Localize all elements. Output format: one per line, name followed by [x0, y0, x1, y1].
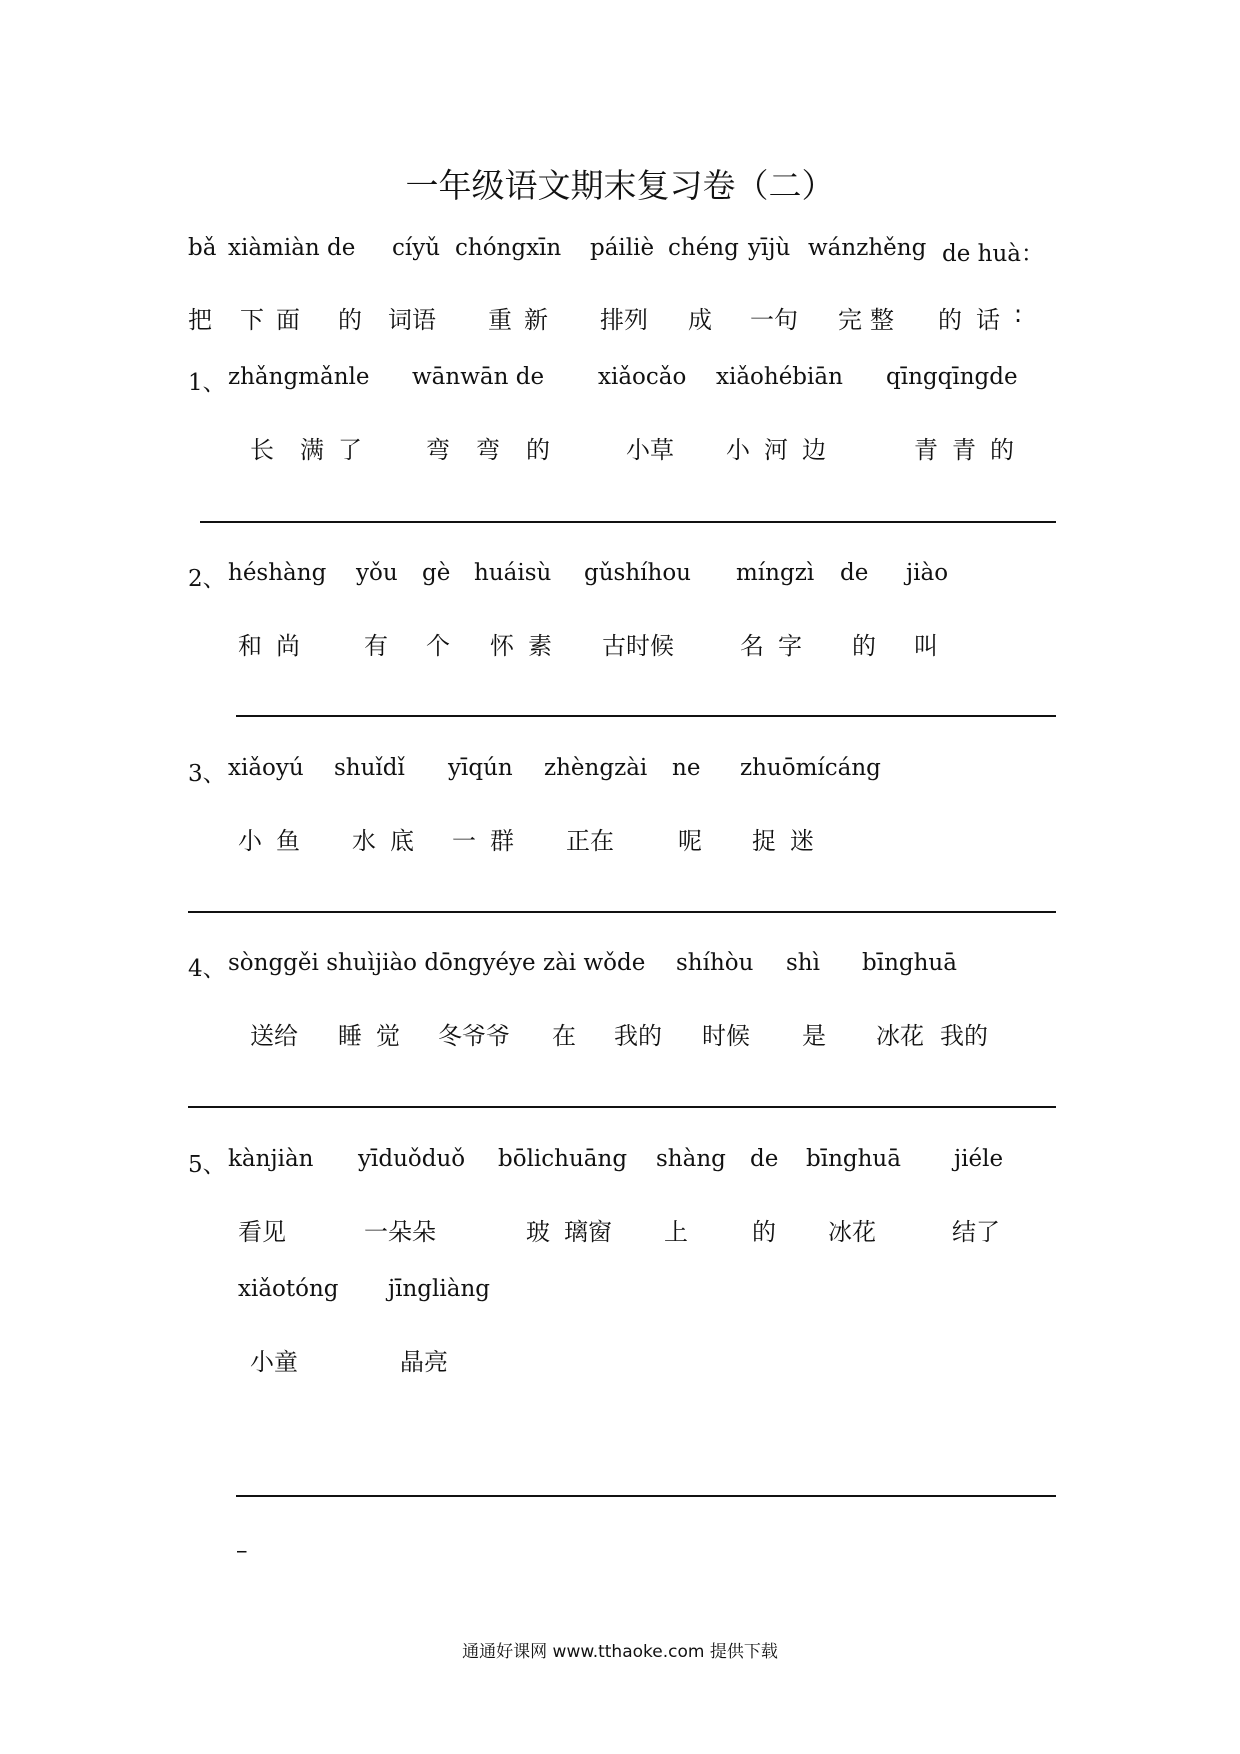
hanzi-word: 河 [764, 436, 788, 464]
hanzi-word: 完 [838, 306, 862, 334]
pinyin-word: jiào [906, 560, 949, 586]
hanzi-word: 的 [338, 306, 362, 334]
pinyin-word: kànjiàn [228, 1146, 314, 1172]
hanzi-word: 上 [664, 1218, 688, 1246]
page-title: 一年级语文期末复习卷（二） [405, 166, 835, 205]
pinyin-word: zhuōmícáng [740, 755, 881, 781]
hanzi-word: 面 [276, 306, 300, 334]
answer-line [200, 521, 1056, 523]
hanzi-word: 古时候 [602, 632, 674, 660]
hanzi-word: 名 [740, 632, 764, 660]
hanzi-word: 怀 [490, 632, 514, 660]
pinyin-word: bīnghuā [806, 1146, 901, 1172]
hanzi-word: 我的 [614, 1022, 662, 1050]
hanzi-word: 璃窗 [564, 1218, 612, 1246]
hanzi-word: 呢 [678, 827, 702, 855]
pinyin-word: yīqún [448, 755, 513, 781]
hanzi-word: 水 [352, 827, 376, 855]
pinyin-word: bīnghuā [862, 950, 957, 976]
hanzi-word: 边 [802, 436, 826, 464]
hanzi-word: 觉 [376, 1022, 400, 1050]
hanzi-word: 了 [338, 436, 362, 464]
hanzi-word: 的 [752, 1218, 776, 1246]
pinyin-word: shàng [656, 1146, 726, 1172]
hanzi-word: 在 [552, 1022, 576, 1050]
pinyin-word: de [750, 1146, 779, 1172]
hanzi-word: 的 [852, 632, 876, 660]
pinyin-word: xiǎotóng [238, 1276, 339, 1302]
hanzi-word: 看见 [238, 1218, 286, 1246]
footer-text: 通通好课网 www.tthaoke.com 提供下载 [462, 1642, 778, 1662]
hanzi-word: 新 [524, 306, 548, 334]
pinyin-word: xiǎocǎo [598, 364, 687, 390]
hanzi-word: 小草 [626, 436, 674, 464]
hanzi-word: 一句 [750, 306, 798, 334]
hanzi-word: 叫 [914, 632, 938, 660]
hanzi-word: 整 [870, 306, 894, 334]
pinyin-word: yījù [748, 235, 791, 261]
hanzi-word: 冬爷爷 [438, 1022, 510, 1050]
pinyin-word: bōlichuāng [498, 1146, 628, 1172]
hanzi-word: 鱼 [276, 827, 300, 855]
hanzi-word: 小童 [250, 1348, 298, 1376]
pinyin-word: cíyǔ [392, 235, 441, 261]
hanzi-word: 小 [238, 827, 262, 855]
hanzi-word: 素 [528, 632, 552, 660]
hanzi-word: 迷 [790, 827, 814, 855]
hanzi-word: 满 [300, 436, 324, 464]
pinyin-word: ne [672, 755, 701, 781]
hanzi-word: 冰花 [828, 1218, 876, 1246]
pinyin-word: gǔshíhou [584, 560, 691, 586]
hanzi-word: 是 [802, 1022, 826, 1050]
hanzi-word: 捉 [752, 827, 776, 855]
pinyin-word: míngzì [736, 560, 815, 586]
hanzi-word: 冰花 [876, 1022, 924, 1050]
pinyin-word: yǒu [356, 560, 398, 586]
pinyin-word: xiǎohébiān [716, 364, 843, 390]
hanzi-word: 词语 [388, 306, 436, 334]
pinyin-word: wánzhěng [808, 235, 927, 261]
hanzi-word: 底 [390, 827, 414, 855]
hanzi-word: 我的 [940, 1022, 988, 1050]
hanzi-word: 弯 [476, 436, 500, 464]
pinyin-word: qīngqīngde [886, 364, 1018, 390]
answer-line [236, 1495, 1056, 1497]
hanzi-word: 字 [778, 632, 802, 660]
hanzi-word: 正在 [566, 827, 614, 855]
question-number: 4、 [188, 956, 226, 982]
answer-line [188, 1106, 1056, 1108]
pinyin-word: shuǐdǐ [334, 755, 405, 781]
pinyin-word: páiliè [590, 235, 655, 261]
pinyin-word: bǎ [188, 235, 217, 261]
hanzi-word: 群 [490, 827, 514, 855]
pinyin-word: chéng [668, 235, 739, 261]
hanzi-word: 长 [250, 436, 274, 464]
hanzi-word: 下 [240, 306, 264, 334]
hanzi-word: 小 [726, 436, 750, 464]
pinyin-word: shíhòu [676, 950, 754, 976]
hanzi-word: 的 [990, 436, 1014, 464]
hanzi-word: 排列 [600, 306, 648, 334]
pinyin-word: héshàng [228, 560, 327, 586]
hanzi-word: 晶亮 [400, 1348, 448, 1376]
question-number: 3、 [188, 761, 226, 787]
hanzi-word: 一 [452, 827, 476, 855]
hanzi-word: 时候 [702, 1022, 750, 1050]
hanzi-word: 的 [938, 306, 962, 334]
hanzi-word: 弯 [426, 436, 450, 464]
hanzi-word: 青 [952, 436, 976, 464]
pinyin-word: chóngxīn [455, 235, 562, 261]
pinyin-word: jiéle [954, 1146, 1004, 1172]
hanzi-word: : [1014, 300, 1023, 328]
pinyin-word: gè [422, 560, 451, 586]
hanzi-word: 青 [914, 436, 938, 464]
hanzi-word: 把 [188, 306, 212, 334]
hanzi-word: 的 [526, 436, 550, 464]
question-number: 1、 [188, 370, 226, 396]
pinyin-word: zhǎngmǎnle [228, 364, 370, 390]
pinyin-word: zhèngzài [544, 755, 648, 781]
hanzi-word: 个 [426, 632, 450, 660]
question-number: 5、 [188, 1152, 226, 1178]
pinyin-word: xiàmiàn de [228, 235, 356, 261]
hanzi-word: 成 [688, 306, 712, 334]
hanzi-word: 一朵朵 [364, 1218, 436, 1246]
pinyin-word: xiǎoyú [228, 755, 304, 781]
hanzi-word: 和 [238, 632, 262, 660]
answer-line [188, 911, 1056, 913]
hanzi-word: 结了 [952, 1218, 1000, 1246]
pinyin-word: huáisù [474, 560, 552, 586]
hanzi-word: 重 [488, 306, 512, 334]
answer-line [236, 715, 1056, 717]
hanzi-word: 尚 [276, 632, 300, 660]
pinyin-word: sònggěi shuìjiào dōngyéye zài wǒde [228, 950, 646, 976]
pinyin-word: wānwān de [412, 364, 545, 390]
hanzi-word: 有 [364, 632, 388, 660]
hanzi-word: 话 [976, 306, 1000, 334]
pinyin-word: de [840, 560, 869, 586]
pinyin-word: yīduǒduǒ [358, 1146, 466, 1172]
hanzi-word: 送给 [250, 1022, 298, 1050]
pinyin-word: jīngliàng [388, 1276, 490, 1302]
hanzi-word: 睡 [338, 1022, 362, 1050]
hanzi-word: 玻 [526, 1218, 550, 1246]
stray-mark: – [236, 1538, 248, 1564]
pinyin-word: shì [786, 950, 820, 976]
question-number: 2、 [188, 566, 226, 592]
pinyin-word: de huà： [942, 241, 1044, 267]
